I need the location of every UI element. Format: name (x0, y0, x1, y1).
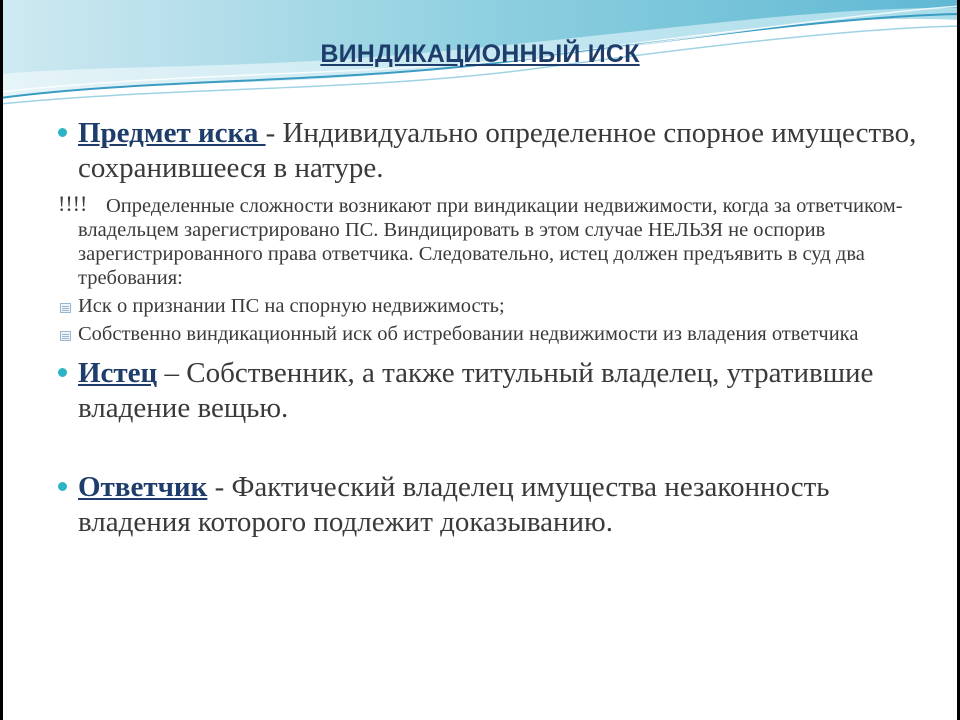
defendant-term: Ответчик (78, 471, 208, 503)
bullet-dot-icon (58, 128, 67, 137)
subject-paragraph (58, 116, 918, 186)
plaintiff-term: Истец (78, 357, 158, 389)
bullet-dot-icon (58, 368, 67, 377)
plaintiff-text: – Собственник, а также титульный владелец, утратившие владение вещью. (78, 357, 874, 424)
note-marker: !!!! (58, 191, 88, 216)
subject-term: Предмет иска (78, 117, 266, 149)
requirement-text: Иск о признании ПС на спорную недвижимость; (78, 295, 505, 317)
slide-content (58, 116, 918, 540)
list-item-icon (60, 303, 71, 313)
note-paragraph (58, 191, 918, 290)
defendant-text: - Фактический владелец имущества незаконность владения которого подлежит доказыванию. (78, 471, 830, 538)
requirement-text: Собственно виндикационный иск об истребовании недвижимости из владения ответчика (78, 323, 859, 345)
plaintiff-paragraph (58, 356, 918, 426)
slide-title: ВИНДИКАЦИОННЫЙ ИСК (320, 40, 640, 68)
subject-text: - Индивидуально определенное спорное имущество, сохранившееся в натуре. (78, 117, 917, 184)
note-text: Определенные сложности возникают при виндикации недвижимости, когда за ответчиком-владельцем зарегистрировано ПС. Виндицировать в этом случае НЕЛЬЗЯ не оспорив зарегистрированного права ответчика. Следовательно, истец должен предъявить в суд два требования: (78, 195, 903, 289)
defendant-paragraph (58, 470, 918, 540)
requirement-item (58, 294, 918, 318)
bullet-dot-icon (58, 482, 67, 491)
requirement-item (58, 322, 918, 346)
list-item-icon (60, 331, 71, 341)
